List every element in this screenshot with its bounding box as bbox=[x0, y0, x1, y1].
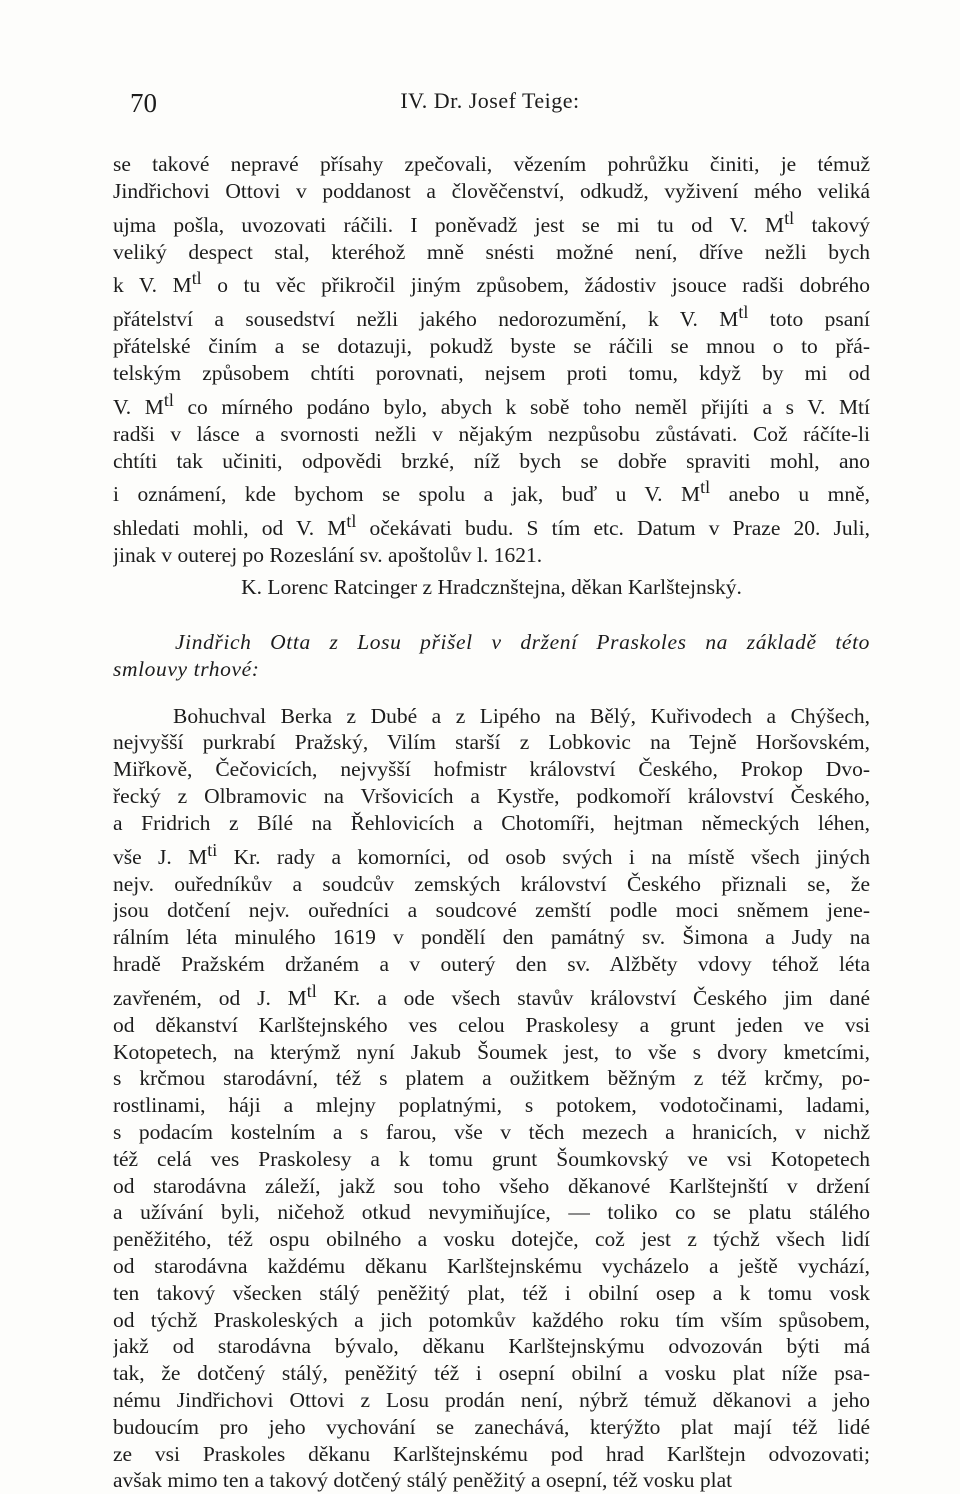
text-line: jakž od starodávna bývalo, děkanu Karlštejnskýmu odvozován býti má bbox=[113, 1334, 870, 1359]
text-line: chtíti tak učiniti, odpovědi brzké, níž bych se dobře spraviti mohl, ano bbox=[113, 448, 870, 473]
section-subheading bbox=[113, 629, 870, 683]
text-line: hradě Pražském držaném a v outerý den sv. Alžběty vdovy téhož léta bbox=[113, 952, 870, 977]
text-line: Kotopetech, na kterýmž nyní Jakub Šoumek jest, to vše s dvory kmetcími, bbox=[113, 1039, 870, 1064]
text-line: přátelské činím a se dotazuji, pokudž byste se ráčili se mnou o to přá- bbox=[113, 334, 870, 359]
text-line: od týchž Praskoleských a jich potomkův každého roku tím vším spůsobem, bbox=[113, 1307, 870, 1332]
text-line: zavřeném, od J. $M^{tl}$ Kr. a ode všech stavův království Českého jim dané bbox=[113, 980, 870, 1010]
text-line: peněžitého, též ospu obilného a vosku dotejče, což jest z týchž všech lidí bbox=[113, 1227, 870, 1252]
text-line: budoucím pro jeho vychování se zanechává, kterýžto plat mají též lidé bbox=[113, 1414, 870, 1439]
page-header bbox=[130, 88, 850, 118]
text-line: vše J. $M^{ti}$ Kr. rady a komorníci, od osob svých i na místě všech jiných bbox=[113, 839, 870, 869]
text-line: tak, že dotčený stálý, peněžitý též i osepní obilní a vosku plat níže psa- bbox=[113, 1361, 870, 1386]
signature-line: K. Lorenc Ratcinger z Hradcznštejna, děkan Karlštejnský. bbox=[241, 575, 742, 600]
text-line: ten takový všecken stálý peněžitý plat, též i obilní osep a k tomu vosk bbox=[113, 1280, 870, 1305]
text-line: shledati mohli, od V. $M^{tl}$ očekávati budu. S tím etc. Datum v Praze 20. Juli, bbox=[113, 511, 870, 541]
text-line: se takové nepravé přísahy zpečovali, vězením pohrůžku činiti, je témuž bbox=[113, 152, 870, 176]
text-line: nejv. ouředníkův a soudcův zemských království Českého přiznali se, že bbox=[113, 871, 870, 896]
subheading-line: smlouvy trhové: bbox=[113, 656, 260, 681]
page-body bbox=[113, 151, 870, 1494]
text-line: a Fridrich z Bílé na Řehlovicích a Chotomíři, hejtman německých léhen, bbox=[113, 810, 870, 835]
text-line: Jindřichovi Ottovi v poddanost a člověčenství, odkudž, vyživení mého veliká bbox=[113, 178, 870, 203]
contract-paragraph bbox=[113, 703, 870, 1494]
letter-paragraph bbox=[113, 151, 870, 569]
text-line: radši v lásce a svornosti nežli v nějakým nezpůsobu zůstávati. Což ráčíte-li bbox=[113, 421, 870, 446]
text-line: avšak mimo ten a takový dotčený stálý peněžitý a osepní, též vosku plat bbox=[113, 1468, 733, 1493]
text-line: veliký despect stal, kteréhož mně snésti možné není, dříve nežli bych bbox=[113, 239, 870, 264]
running-head: IV. Dr. Josef Teige: bbox=[400, 88, 580, 113]
text-line: Miřkově, Čečovicích, nejvyšší hofmistr království Českého, Prokop Dvo- bbox=[113, 757, 870, 782]
text-line: rostlinami, háji a mlejny poplatnými, s potokem, vodotočinami, ladami, bbox=[113, 1093, 870, 1118]
subheading-line: Jindřich Otta z Losu přišel v držení Praskoles na základě této bbox=[175, 630, 870, 655]
text-line: přátelství a sousedství nežli jakého nedorozumění, k V. $M^{tl}$ toto psaní bbox=[113, 302, 870, 332]
text-line: k V. $M^{tl}$ o tu věc přikročil jiným způsobem, žádostiv jsouce radši dobrého bbox=[113, 268, 870, 298]
text-line: a užívání byli, ničehož otkud nevymiňujíce, — toliko co se platu stálého bbox=[113, 1200, 870, 1225]
text-line: nejvyšší purkrabí Pražský, Vilím starší z Lobkovic na Tejně Horšovském, bbox=[113, 730, 870, 755]
text-line: od starodávna každému děkanu Karlštejnskému vycházelo a ještě vychází, bbox=[113, 1253, 870, 1278]
text-line: rálním léta minulého 1619 v pondělí den památný sv. Šimona a Judy na bbox=[113, 925, 870, 950]
text-line: ujma pošla, uvozovati ráčili. I poněvadž jest se mi tu od V. $M^{tl}$ takový bbox=[113, 207, 870, 237]
text-line: s krčmou starodávní, též s platem a oužitkem běžným z též krčmy, po- bbox=[113, 1066, 870, 1091]
text-line: řecký z Olbramovic na Vršovicích a Kystře, podkomoří království Českého, bbox=[113, 784, 870, 809]
text-line: též celá ves Praskolesy a k tomu grunt Šoumkovský ve vsi Kotopetech bbox=[113, 1146, 870, 1171]
text-line: od děkanství Karlštejnského ves celou Praskolesy a grunt jeden ve vsi bbox=[113, 1012, 870, 1037]
text-line: jinak v outerej po Rozeslání sv. apoštolův l. 1621. bbox=[113, 543, 543, 568]
page-number: 70 bbox=[130, 88, 157, 118]
text-line: telským způsobem chtíti porovnati, nejsem proti tomu, když by mi od bbox=[113, 361, 870, 386]
text-line: ze vsi Praskoles děkanu Karlštejnskému pod hrad Karlštejn odvozovati; bbox=[113, 1441, 870, 1466]
text-line: od starodávna záleží, jakž sou toho všeho děkanové Karlštejnští v držení bbox=[113, 1173, 870, 1198]
text-line: s podacím kostelním a s farou, vše v těch mezech a hranicích, v nichž bbox=[113, 1119, 870, 1144]
text-line: i oznámení, kde bychom se spolu a jak, buď u V. $M^{tl}$ anebo u mně, bbox=[113, 477, 870, 507]
text-line: Bohuchval Berka z Dubé a z Lipého na Bělý, Kuřivodech a Chýšech, bbox=[173, 703, 870, 728]
text-line: nému Jindřichovi Ottovi z Losu prodán není, nýbrž témuž děkanovi a jeho bbox=[113, 1387, 870, 1412]
text-line: jsou dotčení nejv. ouředníci a soudcové zemští podle moci sněmem jene- bbox=[113, 898, 870, 923]
text-line: V. $M^{tl}$ co mírného podáno bylo, abych k sobě toho neměl přijíti a s V. Mtí bbox=[113, 389, 870, 419]
